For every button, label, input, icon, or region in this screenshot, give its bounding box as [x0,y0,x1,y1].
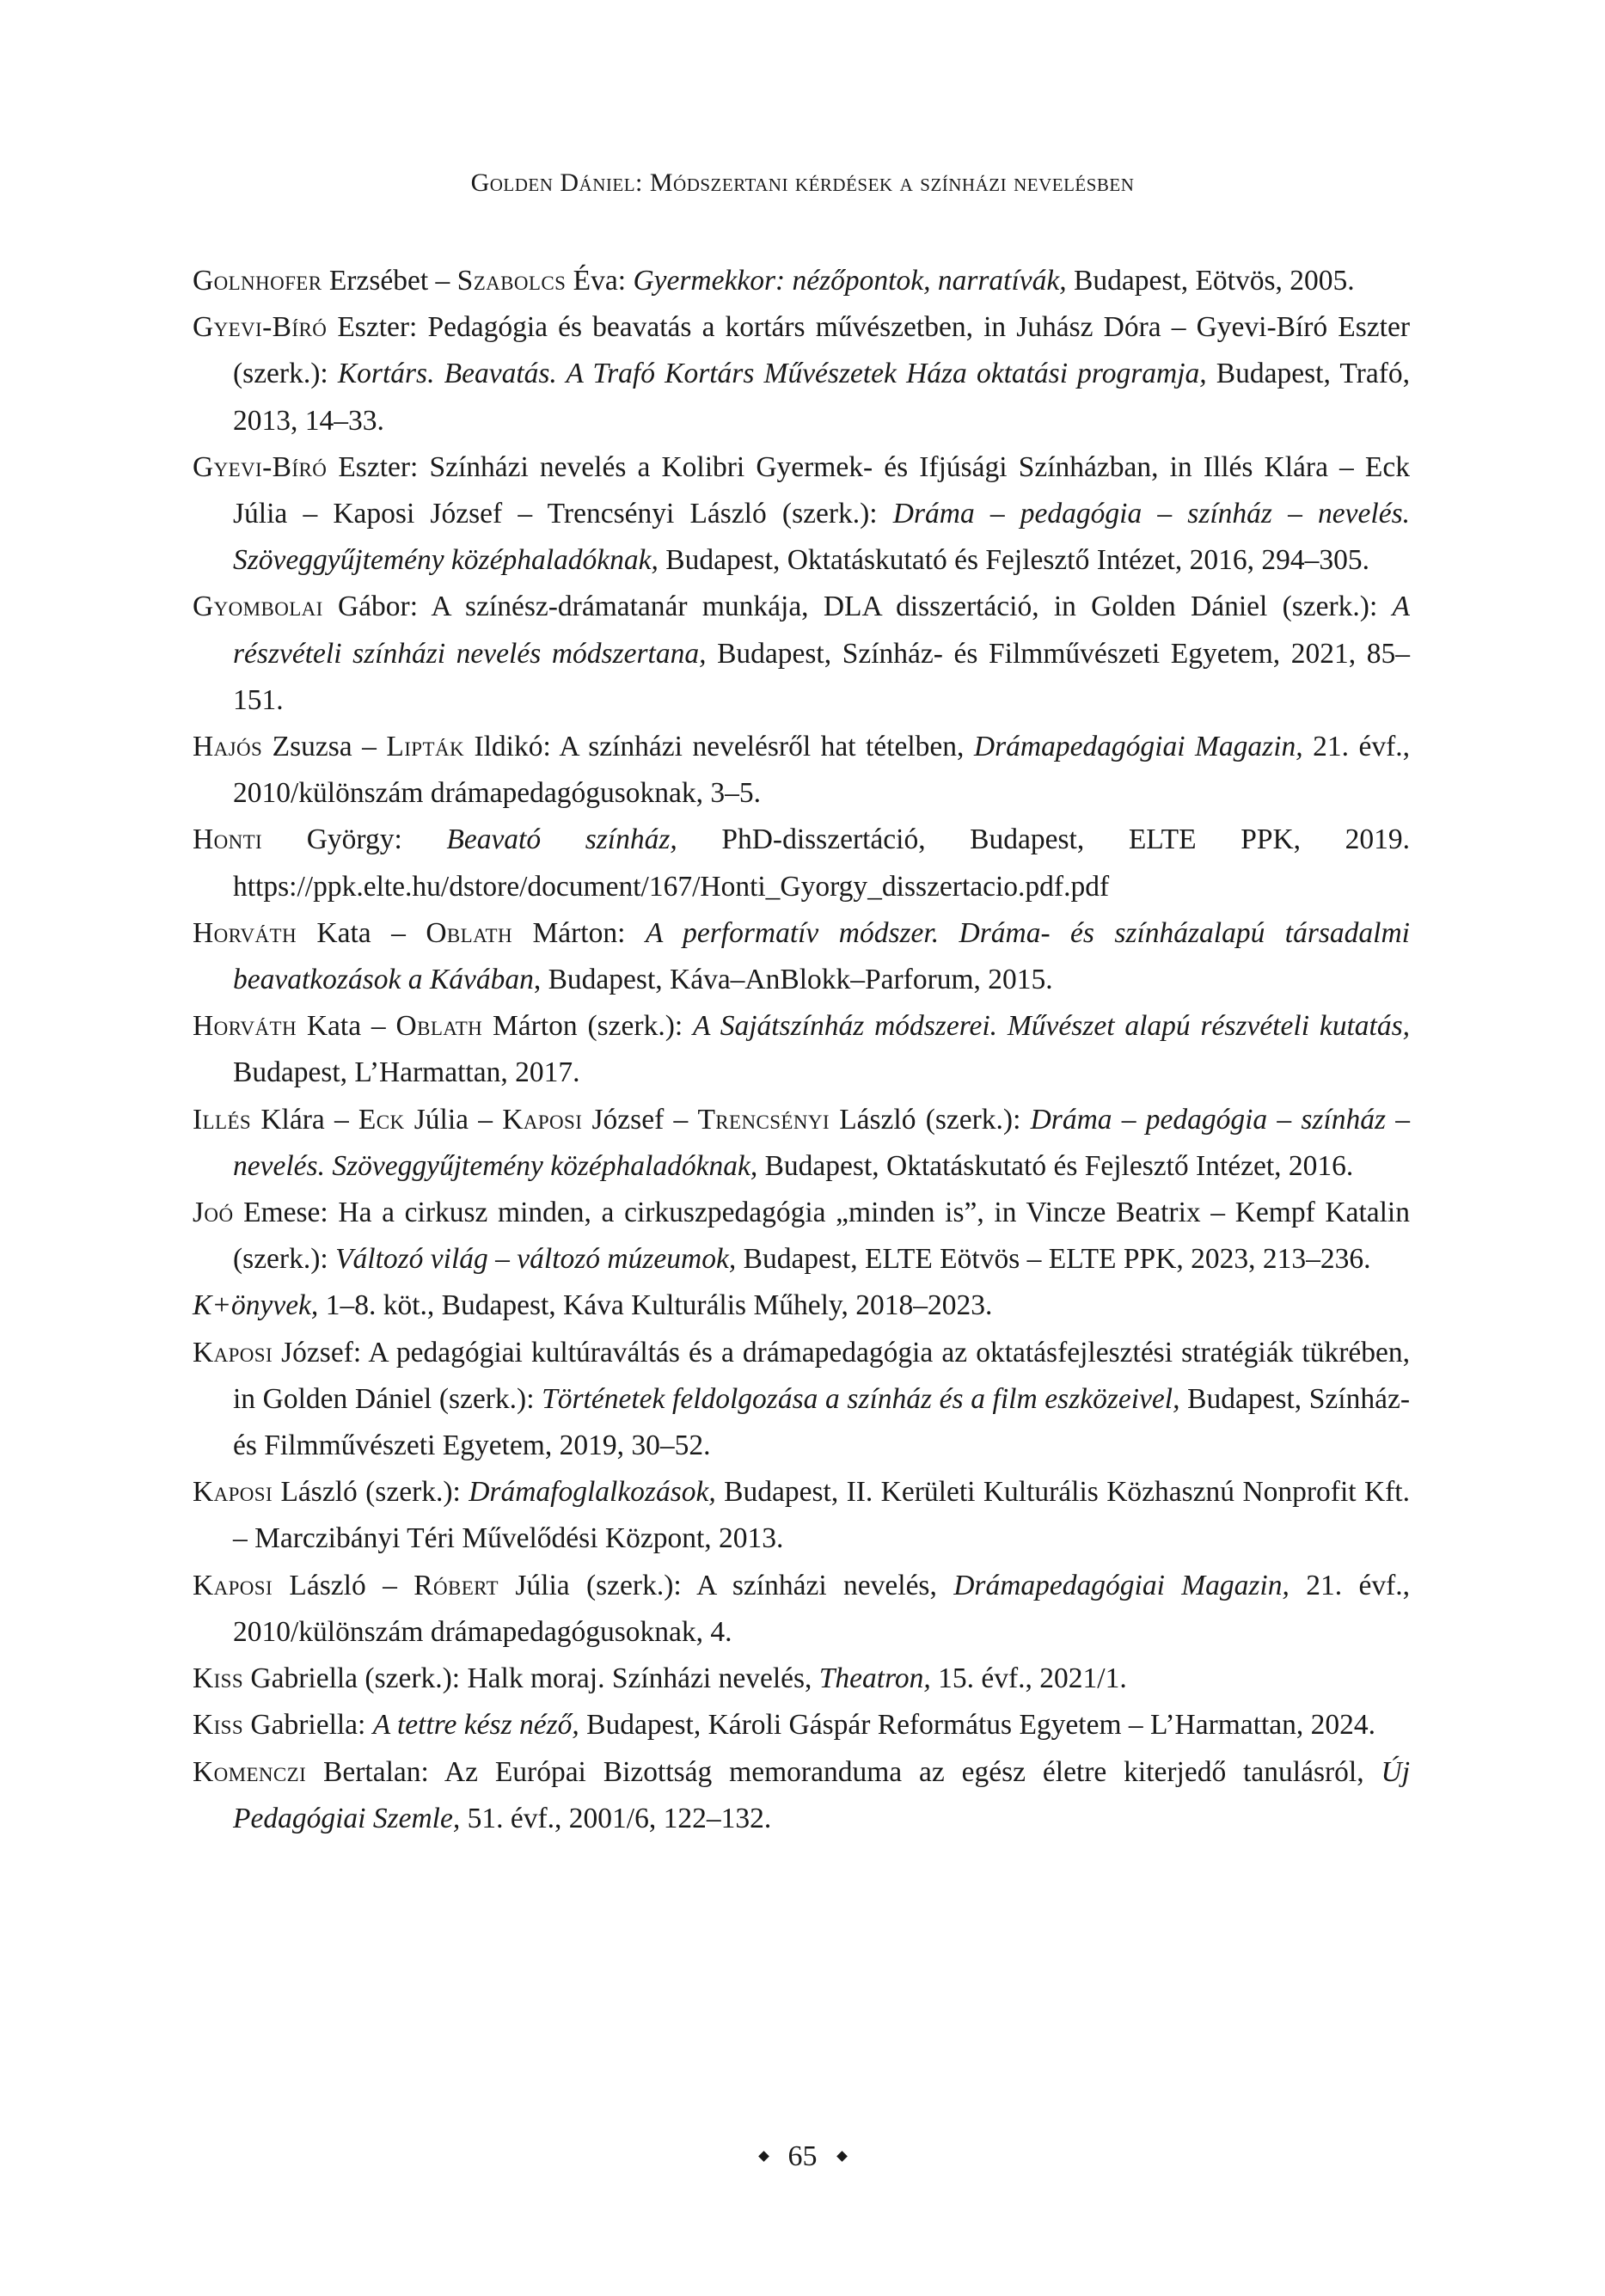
bibliography-entry [193,1003,1410,1096]
bibliography-entry [193,584,1410,724]
citation-text: Budapest, ELTE Eötvös – ELTE PPK, 2023, 213–236. [736,1243,1371,1276]
author-surname: Gyevi-Bíró [193,311,328,344]
author-surname: Kaposi [193,1569,273,1601]
author-surname: Róbert [414,1569,499,1601]
diamond-bullet-icon [836,2151,848,2162]
author-surname: Kaposi [193,1476,273,1509]
citation-text: Budapest, Károli Gáspár Református Egyetem – L’Harmattan, 2024. [579,1709,1376,1742]
citation-text: Bertalan: Az Európai Bizottság memoranduma az egész életre kiterjedő tanulásról, [306,1755,1381,1788]
page-footer [0,2140,1605,2173]
bibliography-entry [193,1656,1410,1702]
page-number: 65 [787,2140,818,2172]
citation-text: György: [262,823,447,856]
citation-text: Budapest, Oktatáskutató és Fejlesztő Intézet, 2016. [757,1149,1354,1182]
citation-text: Márton: [512,916,646,949]
author-surname: Honti [193,823,263,856]
citation-text: Emese: Ha a cirkusz minden, a cirkuszpedagógia „minden is”, in Vincze Beatrix – Kempf Katalin (szerk.): [233,1197,1410,1276]
author-surname: Eck [358,1103,405,1136]
work-title: Új Pedagógiai Szemle, [233,1755,1410,1834]
work-title: Dráma – pedagógia – színház – nevelés. Szöveggyűjtemény középhaladóknak, [233,498,1410,577]
author-surname: Kaposi [193,1336,273,1368]
author-surname: Oblath [426,916,513,949]
citation-text: Júlia – [404,1103,503,1136]
bibliography-entry [193,724,1410,817]
work-title: K+önyvek, [193,1289,319,1322]
work-title: Történetek feldolgozása a színház és a film eszközeivel, [542,1382,1180,1415]
work-title: Drámapedagógiai Magazin, [953,1569,1290,1601]
citation-text: Budapest, Színház- és Filmművészeti Egyetem, 2021, 85–151. [233,637,1411,716]
author-surname: Kiss [193,1662,244,1695]
bibliography-entry [193,1283,1410,1329]
author-surname: Hajós [193,731,263,763]
author-surname: Horváth [193,1010,297,1043]
bibliography-entry [193,817,1410,909]
citation-text: Eszter: Pedagógia és beavatás a kortárs művészetben, in Juhász Dóra – Gyevi-Bíró Eszter (szerk.): [233,311,1410,390]
running-head: Golden Dániel: Módszertani kérdések a színházi nevelésben [470,168,1135,197]
bibliography-entry [193,1330,1410,1470]
author-surname: Szabolcs [456,265,567,297]
work-title: Dráma – pedagógia – színház – nevelés. Szöveggyűjtemény középhaladóknak, [233,1103,1410,1182]
bibliography-list [193,258,1410,1842]
citation-text: , Budapest, Káva–AnBlokk–Parforum, 2015. [533,964,1053,996]
citation-text: PhD-disszertáció, Budapest, ELTE PPK, 2019. https://ppk.elte.hu/dstore/document/167/Honti_Gyorgy_disszertacio.pdf.pdf [233,823,1410,903]
citation-text: Júlia (szerk.): A színházi nevelés, [498,1569,954,1601]
author-surname: Horváth [193,916,297,949]
author-surname: Gyombolai [193,591,323,623]
citation-text: József – [582,1103,698,1136]
citation-text: László – [273,1569,414,1601]
citation-text: Budapest, II. Kerületi Kulturális Közhasznú Nonprofit Kft. – Marczibányi Téri Művelődési Központ, 2013. [233,1476,1410,1555]
citation-text: Budapest, L’Harmattan, 2017. [233,1056,580,1089]
bibliography-entry [193,1469,1410,1562]
author-surname: Lipták [386,731,464,763]
citation-text: Gábor: A színész-drámatanár munkája, DLA disszertáció, in Golden Dániel (szerk.): [322,591,1393,623]
bibliography-entry [193,1749,1410,1842]
citation-text: László (szerk.): [273,1476,469,1509]
bibliography-entry [193,910,1410,1003]
work-title: A performatív módszer. Dráma- és színházalapú társadalmi beavatkozások a Kávában [233,916,1410,996]
citation-text: Gabriella (szerk.): Halk moraj. Színházi nevelés, [243,1662,819,1695]
bibliography-entry [193,1190,1410,1283]
work-title: A Sajátszínház módszerei. Művészet alapú részvételi kutatás, [693,1010,1410,1043]
citation-text: Zsuzsa – [262,731,387,763]
citation-text: Kata – [296,1010,396,1043]
citation-text: 21. évf., 2010/különszám drámapedagógusoknak, 3–5. [233,731,1411,810]
author-surname: Golnhofer [193,265,322,297]
citation-text: Márton (szerk.): [482,1010,693,1043]
citation-text: 51. évf., 2001/6, 122–132. [460,1802,772,1834]
bibliography-entry [193,258,1410,304]
work-title: A részvételi színházi nevelés módszertana, [233,591,1410,670]
author-surname: Oblath [395,1010,483,1043]
bibliography-entry [193,304,1410,444]
citation-text: 1–8. köt., Budapest, Káva Kulturális Műhely, 2018–2023. [318,1289,993,1322]
work-title: Változó világ – változó múzeumok, [335,1243,737,1276]
author-surname: Trencsényi [697,1103,830,1136]
diamond-bullet-icon [758,2151,769,2162]
work-title: Drámafoglalkozások, [469,1476,716,1509]
citation-text: Eszter: Színházi nevelés a Kolibri Gyermek- és Ifjúsági Színházban, in Illés Klára – Eck Júlia – Kaposi József – Trencsényi László (szerk.): [233,450,1410,530]
citation-text: 15. évf., 2021/1. [930,1662,1127,1695]
work-title: Drámapedagógiai Magazin, [973,731,1303,763]
work-title: Gyermekkor: nézőpontok, narratívák, [633,265,1067,297]
author-surname: Illés [193,1103,252,1136]
author-surname: Gyevi-Bíró [193,450,328,483]
citation-text: Budapest, Eötvös, 2005. [1066,265,1355,297]
work-title: Beavató színház, [446,823,677,856]
citation-text: 21. évf., 2010/különszám drámapedagógusoknak, 4. [233,1569,1411,1648]
author-surname: Joó [193,1197,234,1229]
bibliography-entry [193,1563,1410,1656]
work-title: Kortárs. Beavatás. A Trafó Kortárs Művészetek Háza oktatási programja, [337,358,1207,390]
bibliography-entry [193,1097,1410,1190]
bibliography-entry [193,444,1410,585]
citation-text: Klára – [251,1103,358,1136]
bibliography-entry [193,1702,1410,1748]
citation-text: Gabriella: [243,1709,373,1742]
citation-text: József: A pedagógiai kultúraváltás és a drámapedagógia az oktatásfejlesztési stratégiák tükrében, in Golden Dániel (szerk.): [233,1336,1410,1415]
citation-text: Budapest, Oktatáskutató és Fejlesztő Intézet, 2016, 294–305. [658,544,1369,577]
citation-text: László (szerk.): [829,1103,1031,1136]
author-surname: Komenczi [193,1755,307,1788]
citation-text: Ildikó: A színházi nevelésről hat tételben, [463,731,974,763]
citation-text: Kata – [296,916,426,949]
citation-text: Budapest, Trafó, 2013, 14–33. [233,358,1410,437]
author-surname: Kiss [193,1709,244,1742]
citation-text: Erzsébet – [322,265,457,297]
citation-text: Éva: [566,265,634,297]
author-surname: Kaposi [502,1103,583,1136]
work-title: Theatron, [818,1662,931,1695]
citation-text: Budapest, Színház- és Filmművészeti Egyetem, 2019, 30–52. [233,1382,1410,1462]
work-title: A tettre kész néző, [372,1709,579,1742]
